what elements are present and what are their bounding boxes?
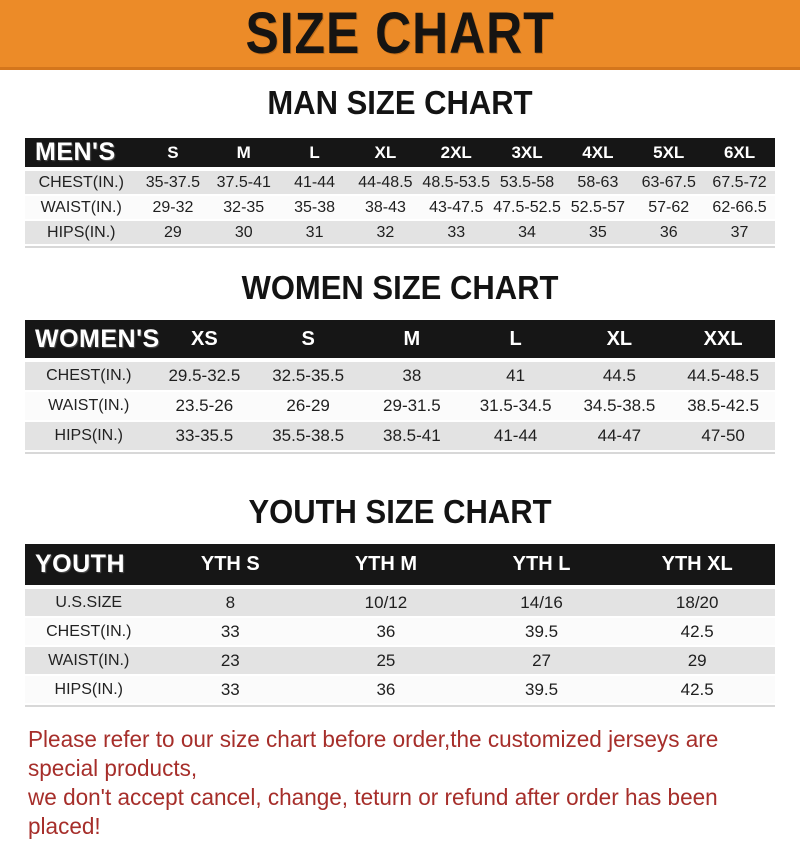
size-cell-value: 33 [421,221,492,246]
measurement-row-label: HIPS(IN.) [25,221,138,246]
measurement-row-label: CHEST(IN.) [25,618,153,647]
size-cell-value: 36 [308,618,464,647]
size-cell-value: 18/20 [619,589,775,618]
size-cell-value: 29 [619,647,775,676]
youth-size-chart-heading: YOUTH SIZE CHART [248,492,552,531]
size-cell-value: 37.5-41 [208,171,279,196]
table-group-label: MEN'S [25,138,138,171]
size-cell-value: 32.5-35.5 [256,362,360,392]
size-chart-banner [0,0,800,70]
banner-title: SIZE CHART [245,1,555,66]
men-table-wrapper [0,138,800,246]
size-cell-value: 41-44 [279,171,350,196]
size-column-header: YTH M [308,544,464,589]
measurement-row-label: HIPS(IN.) [25,676,153,705]
size-cell-value: 23.5-26 [153,392,257,422]
size-column-header: 2XL [421,138,492,171]
size-column-header: 5XL [633,138,704,171]
man-size-chart-heading: MAN SIZE CHART [267,83,533,122]
size-cell-value: 33-35.5 [153,422,257,452]
table-group-label: WOMEN'S [25,320,153,362]
size-cell-value: 44-48.5 [350,171,421,196]
size-cell-value: 42.5 [619,676,775,705]
size-cell-value: 44.5 [568,362,672,392]
size-cell-value: 23 [153,647,309,676]
size-column-header: 4XL [562,138,633,171]
size-cell-value: 35-38 [279,196,350,221]
size-cell-value: 27 [464,647,620,676]
table-row [25,392,775,422]
size-cell-value: 14/16 [464,589,620,618]
size-column-header: YTH XL [619,544,775,589]
size-cell-value: 29 [138,221,209,246]
table-row [25,221,775,246]
size-column-header: YTH L [464,544,620,589]
size-cell-value: 38-43 [350,196,421,221]
size-cell-value: 38.5-42.5 [671,392,775,422]
size-cell-value: 33 [153,676,309,705]
table-row [25,362,775,392]
size-cell-value: 35 [562,221,633,246]
size-cell-value: 33 [153,618,309,647]
size-column-header: XL [350,138,421,171]
disclaimer-line-2: we don't accept cancel, change, teturn or refund after order has been placed! [28,784,718,839]
size-column-header: XXL [671,320,775,362]
size-cell-value: 44-47 [568,422,672,452]
size-cell-value: 38 [360,362,464,392]
women-size-chart-heading: WOMEN SIZE CHART [241,268,559,307]
size-column-header: S [138,138,209,171]
youth-size-table [25,544,775,705]
table-header-row [25,544,775,589]
size-cell-value: 26-29 [256,392,360,422]
size-column-header: S [256,320,360,362]
size-cell-value: 37 [704,221,775,246]
table-row [25,171,775,196]
size-cell-value: 29.5-32.5 [153,362,257,392]
size-cell-value: 47-50 [671,422,775,452]
size-cell-value: 39.5 [464,618,620,647]
size-cell-value: 34.5-38.5 [568,392,672,422]
size-cell-value: 41 [464,362,568,392]
size-cell-value: 36 [633,221,704,246]
size-cell-value: 32 [350,221,421,246]
size-cell-value: 42.5 [619,618,775,647]
size-column-header: YTH S [153,544,309,589]
size-cell-value: 30 [208,221,279,246]
table-row [25,618,775,647]
measurement-row-label: WAIST(IN.) [25,196,138,221]
size-cell-value: 53.5-58 [492,171,563,196]
size-cell-value: 29-31.5 [360,392,464,422]
disclaimer-line-1: Please refer to our size chart before order,the customized jerseys are special products, [28,726,719,781]
size-column-header: 3XL [492,138,563,171]
size-column-header: M [360,320,464,362]
size-cell-value: 32-35 [208,196,279,221]
measurement-row-label: CHEST(IN.) [25,171,138,196]
size-column-header: L [464,320,568,362]
size-cell-value: 43-47.5 [421,196,492,221]
youth-section [0,494,800,705]
size-cell-value: 47.5-52.5 [492,196,563,221]
size-cell-value: 10/12 [308,589,464,618]
size-cell-value: 31 [279,221,350,246]
size-cell-value: 41-44 [464,422,568,452]
size-cell-value: 67.5-72 [704,171,775,196]
size-cell-value: 8 [153,589,309,618]
size-cell-value: 29-32 [138,196,209,221]
youth-table-wrapper [0,544,800,705]
table-row [25,196,775,221]
size-cell-value: 35.5-38.5 [256,422,360,452]
women-table-wrapper [0,320,800,452]
size-cell-value: 34 [492,221,563,246]
size-column-header: 6XL [704,138,775,171]
mens-size-table [25,138,775,246]
women-section [0,270,800,452]
table-group-label: YOUTH [25,544,153,589]
size-cell-value: 35-37.5 [138,171,209,196]
measurement-row-label: HIPS(IN.) [25,422,153,452]
size-cell-value: 36 [308,676,464,705]
measurement-row-label: WAIST(IN.) [25,392,153,422]
size-cell-value: 25 [308,647,464,676]
size-cell-value: 48.5-53.5 [421,171,492,196]
table-header-row [25,320,775,362]
table-row [25,647,775,676]
size-cell-value: 58-63 [562,171,633,196]
size-cell-value: 63-67.5 [633,171,704,196]
womens-size-table [25,320,775,452]
table-row [25,676,775,705]
measurement-row-label: WAIST(IN.) [25,647,153,676]
size-cell-value: 39.5 [464,676,620,705]
size-column-header: L [279,138,350,171]
size-cell-value: 31.5-34.5 [464,392,568,422]
table-row [25,422,775,452]
disclaimer-text [28,725,785,841]
men-section [0,85,800,246]
size-column-header: M [208,138,279,171]
measurement-row-label: U.S.SIZE [25,589,153,618]
size-cell-value: 44.5-48.5 [671,362,775,392]
size-cell-value: 38.5-41 [360,422,464,452]
table-header-row [25,138,775,171]
table-row [25,589,775,618]
size-cell-value: 57-62 [633,196,704,221]
measurement-row-label: CHEST(IN.) [25,362,153,392]
size-cell-value: 52.5-57 [562,196,633,221]
size-column-header: XS [153,320,257,362]
size-cell-value: 62-66.5 [704,196,775,221]
size-column-header: XL [568,320,672,362]
